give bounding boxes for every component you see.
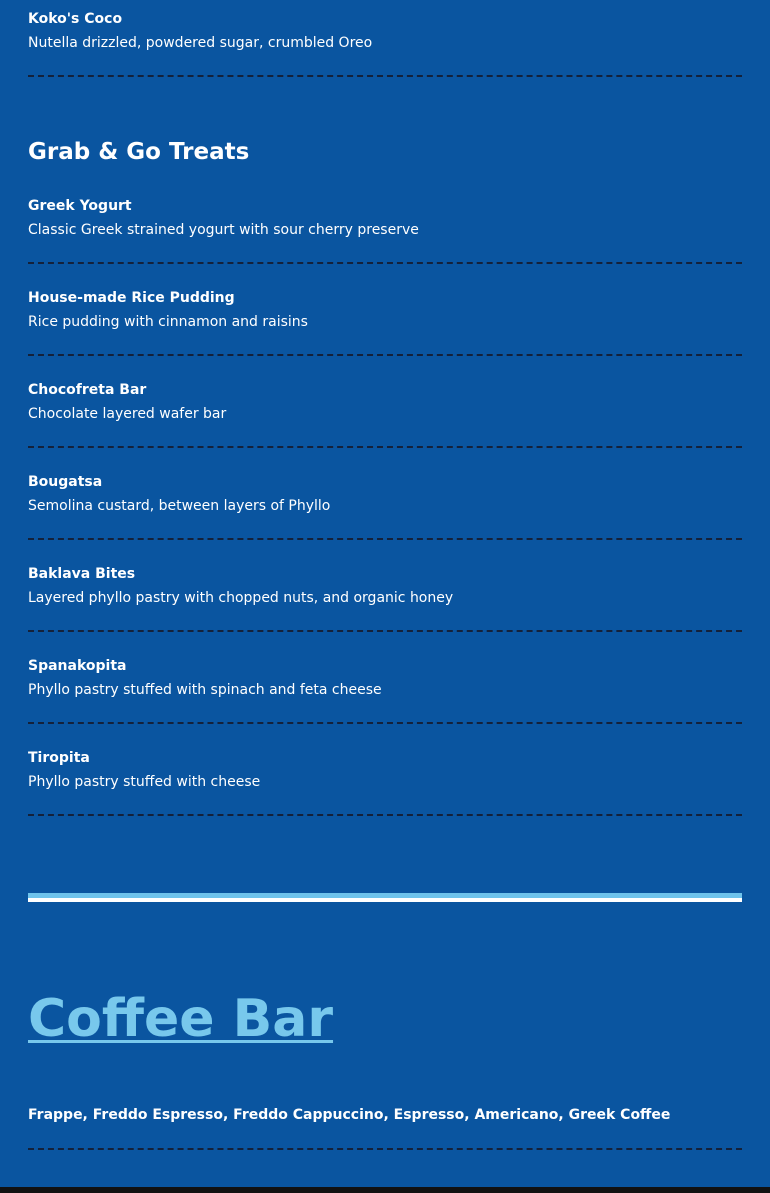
menu-item-name: House-made Rice Pudding — [28, 290, 235, 306]
menu-item-description: Classic Greek strained yogurt with sour cherry preserve — [28, 222, 419, 238]
dashed-divider — [28, 354, 742, 356]
menu-item-name: Tiropita — [28, 750, 90, 766]
coffee-drinks-list: Frappe, Freddo Espresso, Freddo Cappuccino, Espresso, Americano, Greek Coffee — [28, 1107, 671, 1123]
menu-item-bougatsa — [28, 473, 742, 515]
menu-item-baklava-bites — [28, 565, 742, 607]
dashed-divider — [28, 630, 742, 632]
menu-item-description: Phyllo pastry stuffed with cheese — [28, 774, 261, 790]
dashed-divider — [28, 446, 742, 448]
dashed-divider — [28, 538, 742, 540]
menu-item-name: Spanakopita — [28, 658, 127, 674]
menu-item-description: Rice pudding with cinnamon and raisins — [28, 314, 308, 330]
dashed-divider — [28, 722, 742, 724]
menu-item-name: Chocofreta Bar — [28, 382, 147, 398]
menu-item-chocofreta-bar — [28, 381, 742, 423]
menu-item-description: Semolina custard, between layers of Phyllo — [28, 498, 331, 514]
dashed-divider — [28, 75, 742, 77]
menu-item-rice-pudding — [28, 289, 742, 331]
menu-item-name: Greek Yogurt — [28, 198, 132, 214]
menu-item-kokos-coco — [28, 10, 742, 52]
dashed-divider — [28, 814, 742, 816]
menu-item-description: Chocolate layered wafer bar — [28, 406, 227, 422]
menu-item-name: Baklava Bites — [28, 566, 136, 582]
page-bottom-edge — [0, 1187, 770, 1193]
coffee-bar-heading-link[interactable]: Coffee Bar — [28, 989, 334, 1049]
menu-item-tiropita — [28, 749, 742, 791]
menu-item-name: Koko's Coco — [28, 11, 123, 27]
dashed-divider — [28, 1148, 742, 1150]
menu-item-name: Bougatsa — [28, 474, 103, 490]
menu-item-spanakopita — [28, 657, 742, 699]
section-separator-rule — [28, 893, 742, 902]
menu-item-greek-yogurt — [28, 197, 742, 239]
menu-item-description: Phyllo pastry stuffed with spinach and feta cheese — [28, 682, 382, 698]
dashed-divider — [28, 262, 742, 264]
section-title-grab-and-go: Grab & Go Treats — [28, 139, 250, 165]
menu-item-description: Layered phyllo pastry with chopped nuts, and organic honey — [28, 590, 454, 606]
menu-item-description: Nutella drizzled, powdered sugar, crumbled Oreo — [28, 35, 373, 51]
